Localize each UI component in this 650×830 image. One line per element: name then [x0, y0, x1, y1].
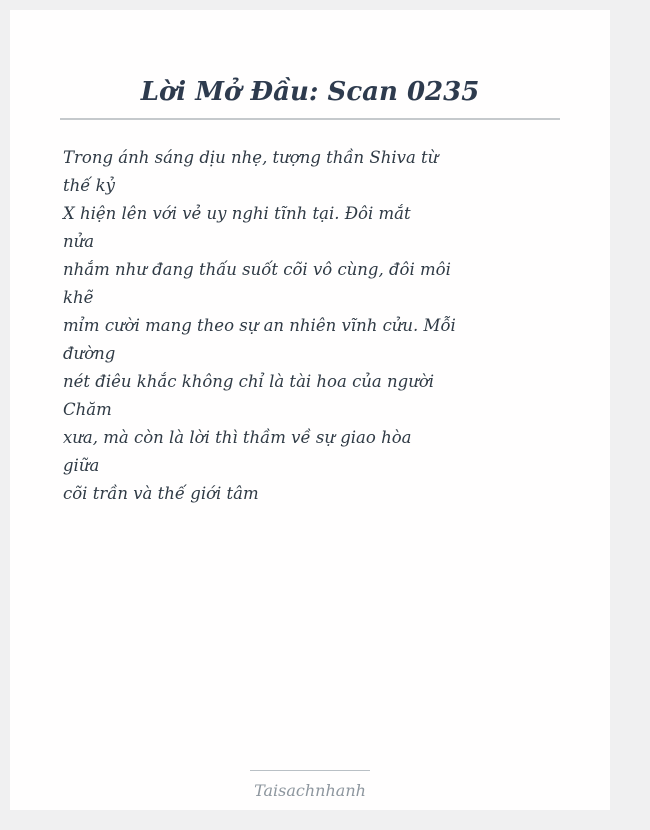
body-line: Trong ánh sáng dịu nhẹ, tượng thần Shiva từ — [63, 148, 439, 167]
page-title: Lời Mở Đầu: Scan 0235 — [140, 77, 480, 107]
body-line: X hiện lên với vẻ uy nghi tĩnh tại. Đôi mắt — [63, 204, 411, 223]
title-divider — [60, 118, 560, 120]
body-text — [63, 144, 573, 508]
document-page — [10, 10, 610, 810]
body-line: nhắm như đang thấu suốt cõi vô cùng, đôi môi — [63, 260, 451, 279]
body-line: nét điêu khắc không chỉ là tài hoa của người — [63, 372, 435, 391]
body-line: giữa — [63, 456, 100, 475]
body-line: xưa, mà còn là lời thì thầm về sự giao hòa — [63, 428, 412, 447]
footer-divider — [250, 770, 370, 771]
body-line: đường — [63, 344, 116, 363]
footer-brand: Taisachnhanh — [254, 781, 366, 800]
body-line: nửa — [63, 232, 95, 251]
body-line: Chăm — [63, 400, 112, 419]
body-line: mỉm cười mang theo sự an nhiên vĩnh cửu. Mỗi — [63, 316, 456, 335]
body-line: cõi trần và thế giới tâm — [63, 484, 259, 503]
body-line: khẽ — [63, 288, 94, 307]
body-line: thế kỷ — [63, 176, 115, 195]
